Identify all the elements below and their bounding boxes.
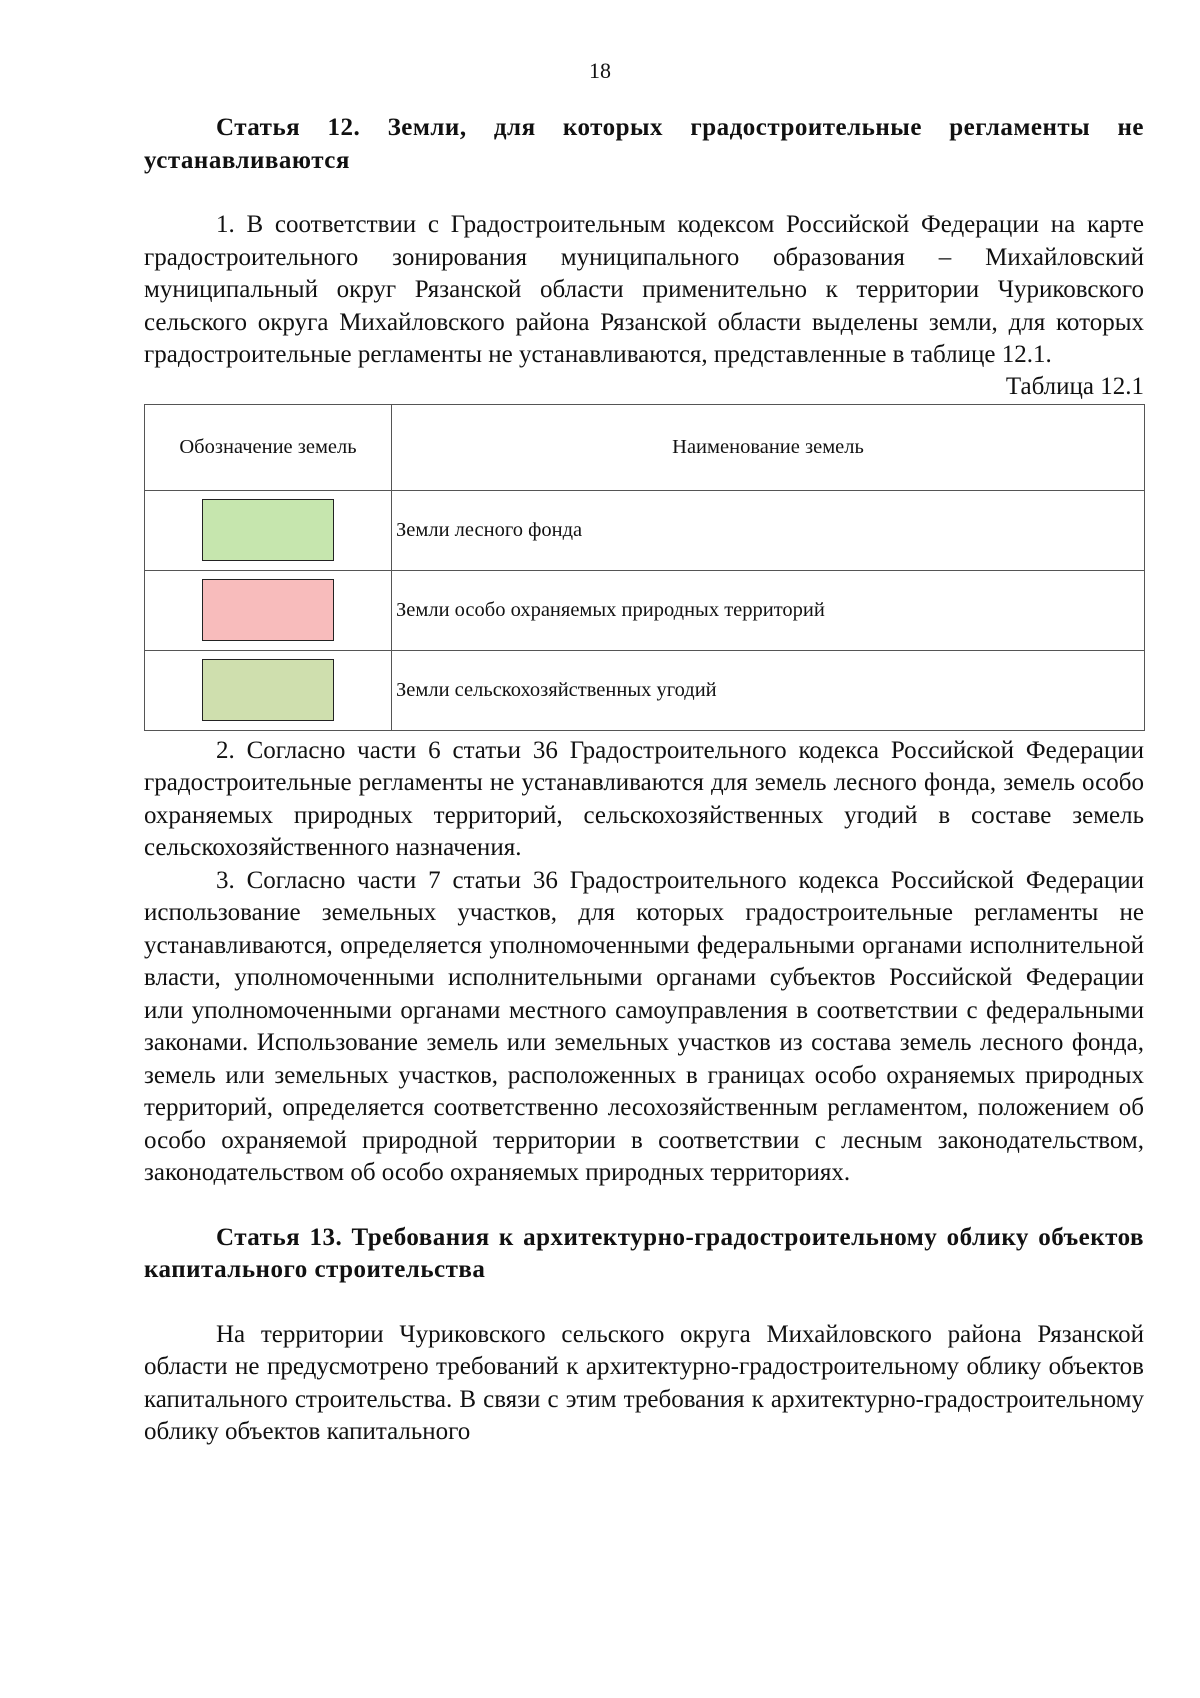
table-caption: Таблица 12.1 [1005,372,1144,400]
table-header-row [145,404,1145,490]
article-12-heading: Статья 12. Земли, для которых градостроительные регламенты не устанавливаются [144,114,1144,174]
protected-areas-color-swatch [202,579,334,641]
table-row [145,570,1145,650]
article-13-heading: Статья 13. Требования к архитектурно-градостроительному облику объектов капитального строительства [144,1223,1144,1283]
legend-symbol-cell [145,490,392,570]
article-12-paragraph-3: 3. Согласно части 7 статьи 36 Градостроительного кодекса Российской Федерации использование земельных участков, для которых градостроительные регламенты не устанавливаются, определяется уполномоченными федеральными органами исполнительной власти, уполномоченными исполнительными органами субъектов Российской Федерации или уполномоченными органами местного самоуправления в соответствии с федеральными законами. Использование земель или земельных участков из состава земель лесного фонда, земель или земельных участков, расположенных в границах особо охраняемых природных территорий, определяется соответственно лесохозяйственным регламентом, положением об особо охраняемой природной территории в соответствии с лесным законодательством, законодательством об особо охраняемых природных территориях. [144,866,1144,1186]
article-13-paragraph-1: На территории Чуриковского сельского округа Михайловского района Рязанской области не предусмотрено требований к архитектурно-градостроительному облику объектов капитального строительства. В связи с этим требования к архитектурно-градостроительному облику объектов капитального [144,1320,1144,1445]
article-12-paragraph-1: 1. В соответствии с Градостроительным кодексом Российской Федерации на карте градостроительного зонирования муниципального образования – Михайловский муниципальный округ Рязанской области применительно к территории Чуриковского сельского округа Михайловского района Рязанской области выделены земли, для которых градостроительные регламенты не устанавливаются, представленные в таблице 12.1. [144,211,1144,368]
land-name-cell: Земли лесного фонда [392,490,1145,570]
table-row [145,490,1145,570]
agricultural-lands-color-swatch [202,659,334,721]
header-land-name: Наименование земель [392,404,1145,490]
table-row [145,650,1145,730]
header-designation: Обозначение земель [145,404,392,490]
article-12-paragraph-2: 2. Согласно части 6 статьи 36 Градостроительного кодекса Российской Федерации градостроительные регламенты не устанавливаются для земель лесного фонда, земель особо охраняемых природных территорий, сельскохозяйственных угодий в составе земель сельскохозяйственного назначения. [144,736,1144,861]
legend-symbol-cell [145,650,392,730]
land-name-cell: Земли особо охраняемых природных территорий [392,570,1145,650]
forest-lands-color-swatch [202,499,334,561]
land-name-cell: Земли сельскохозяйственных угодий [392,650,1145,730]
page-content [144,112,1144,1449]
page-number: 18 [589,58,611,83]
legend-symbol-cell [145,570,392,650]
lands-table [144,404,1145,731]
